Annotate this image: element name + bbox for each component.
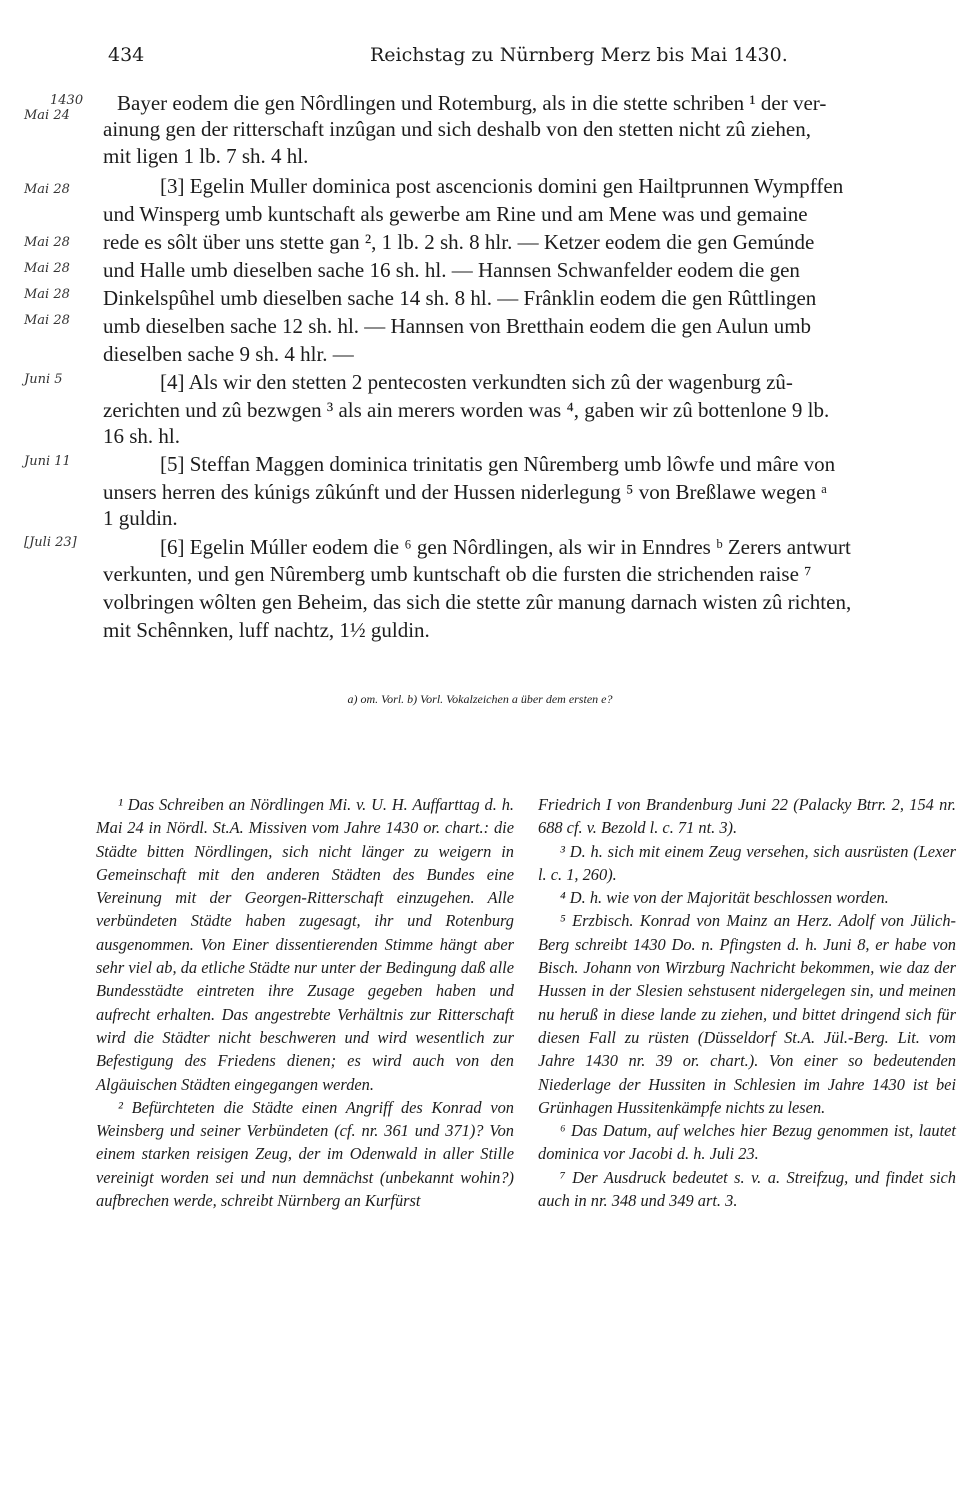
margin-date: [Juli 23] <box>24 535 77 550</box>
footnotes-left-column <box>96 793 514 1212</box>
margin-date: Juni 11 <box>24 454 71 469</box>
footnote-continuation: Friedrich I von Brandenburg Juni 22 (Palacky Btrr. 2, 154 nr. 688 cf. v. Bezold l. c. 71 nt. 3). <box>538 795 956 838</box>
margin-date: Mai 28 <box>24 261 70 276</box>
body-line: mit Schênnken, luff nachtz, 1½ guldin. <box>103 618 430 642</box>
body-line: ainung gen der ritterschaft inzûgan und sich deshalb von den stetten nicht zû ziehen, <box>103 117 811 141</box>
variants-note: a) om. Vorl. b) Vorl. Vokalzeichen a über dem ersten e? <box>347 692 613 706</box>
footnote: ⁷ Der Ausdruck bedeutet s. v. a. Streifzug, und findet sich auch in nr. 348 und 349 art. 3. <box>538 1167 956 1211</box>
body-line: unsers herren des kúnigs zûkúnft und der Hussen niderlegung ⁵ von Breßlawe wegen ᵃ <box>103 480 827 504</box>
margin-date: Mai 28 <box>24 235 70 250</box>
body-line: Dinkelspûhel umb dieselben sache 14 sh. 8 hl. — Frânklin eodem die gen Rûttlingen <box>103 286 817 310</box>
footnote: ¹ Das Schreiben an Nördlingen Mi. v. U. H. Auffarttag d. h. Mai 24 in Nördl. St.A. Missiven vom Jahre 1430 or. chart.: die Städte bitten Nördlingen, sich nicht länger zu weigern in Gemeinschaft mit den anderen Städten des Bundes eine Vereinung mit der Georgen-Ritterschaft einzugehen. Alle verbündeten Städte haben zugesagt, ihr und Rotenburg ausgenommen. Von Einer dissentierenden Stimme hängt aber sehr viel ab, da etliche Städte nur unter der Bedingung daß alle Bundesstädte eintreten ihre Zusage gegeben haben und aufrecht erhalten. Das angestrebte Verhältnis zur Ritterschaft wird die Städter nicht beschweren und wird wesentlich zur Befestigung des Friedens dienen; es wird auch von den Algäuischen Städten eingegangen werden. <box>96 795 514 1094</box>
margin-note <box>24 93 106 123</box>
margin-date: Mai 24 <box>24 108 70 123</box>
body-line: mit ligen 1 lb. 7 sh. 4 hl. <box>103 144 309 168</box>
body-line: 16 sh. hl. <box>103 424 181 448</box>
margin-year: 1430 <box>50 93 84 108</box>
page-number: 434 <box>108 44 145 66</box>
footnote: ⁶ Das Datum, auf welches hier Bezug genommen ist, lautet dominica vor Jacobi d. h. Juli 23. <box>538 1121 956 1164</box>
body-line: [4] Als wir den stetten 2 pentecosten verkundten sich zû der wagenburg zû- <box>160 370 793 394</box>
body-line: [6] Egelin Múller eodem die ⁶ gen Nôrdlingen, als wir in Enndres ᵇ Zerers antwurt <box>160 535 851 559</box>
footnote: ⁵ Erzbisch. Konrad von Mainz an Herz. Adolf von Jülich-Berg schreibt 1430 Do. n. Pfingsten d. h. Juni 8, er habe von Bisch. Johann von Wirzburg Nachricht bekommen, wie daz der Hussen in der Slesien sehstusent nidergelegen sin, und meinen nu heruß in diese lande zu ziehen, und bittet dringend sich für diesen Fall zu rüsten (Düsseldorf St.A. Jül.-Berg. Lit. vom Jahre 1430 nr. 39 or. chart.). Von einer so bedeutenden Niederlage der Hussiten in Schlesien im Jahre 1430 ist bei Grünhagen Hussitenkämpfe nichts zu lesen. <box>538 911 956 1117</box>
body-line: und Winsperg umb kuntschaft als gewerbe am Rine und am Mene was und gemaine <box>103 202 808 226</box>
body-line: verkunten, und gen Nûremberg umb kuntschaft ob die fursten die strichenden raise ⁷ <box>103 562 812 586</box>
body-line: Bayer eodem die gen Nôrdlingen und Rotemburg, als in die stette schriben ¹ der ver- <box>117 91 827 115</box>
body-line: volbringen wôlten gen Beheim, das sich die stette zûr manung darnach wisten zû richten, <box>103 590 852 614</box>
body-line: und Halle umb dieselben sache 16 sh. hl. — Hannsen Schwanfelder eodem die gen <box>103 258 800 282</box>
running-header <box>108 44 908 74</box>
footnote: ² Befürchteten die Städte einen Angriff des Konrad von Weinsberg und seiner Verbündeten (cf. nr. 361 und 371)? Von einem starken reisigen Zeug, der im Odenwald in aller Stille vereinigt worden sei und nun demnächst (unbekannt wohin?) aufbrechen werde, schreibt Nürnberg an Kurfürst <box>96 1097 514 1211</box>
body-line: zerichten und zû bezwgen ³ als ain merers worden was ⁴, gaben wir zû bottenlone 9 lb. <box>103 398 830 422</box>
body-line: rede es sôlt über uns stette gan ², 1 lb. 2 sh. 8 hlr. — Ketzer eodem die gen Gemúnde <box>103 230 815 254</box>
body-line: dieselben sache 9 sh. 4 hlr. — <box>103 342 354 366</box>
margin-date: Mai 28 <box>24 182 70 197</box>
margin-date: Mai 28 <box>24 287 70 302</box>
body-line: umb dieselben sache 12 sh. hl. — Hannsen von Bretthain eodem die gen Aulun umb <box>103 314 812 338</box>
body-line: [3] Egelin Muller dominica post ascencionis domini gen Hailtprunnen Wympffen <box>160 174 844 198</box>
body-line: 1 guldin. <box>103 506 178 530</box>
margin-date: Mai 28 <box>24 313 70 328</box>
footnotes-right-column <box>538 793 956 1212</box>
margin-date: Juni 5 <box>24 372 63 387</box>
body-line: [5] Steffan Maggen dominica trinitatis gen Nûremberg umb lôwfe und mâre von <box>160 452 836 476</box>
footnote: ³ D. h. sich mit einem Zeug versehen, sich ausrüsten (Lexer l. c. 1, 260). <box>538 841 956 884</box>
running-title: Reichstag zu Nürnberg Merz bis Mai 1430. <box>370 44 788 66</box>
footnote: ⁴ D. h. wie von der Majorität beschlossen worden. <box>560 888 889 908</box>
